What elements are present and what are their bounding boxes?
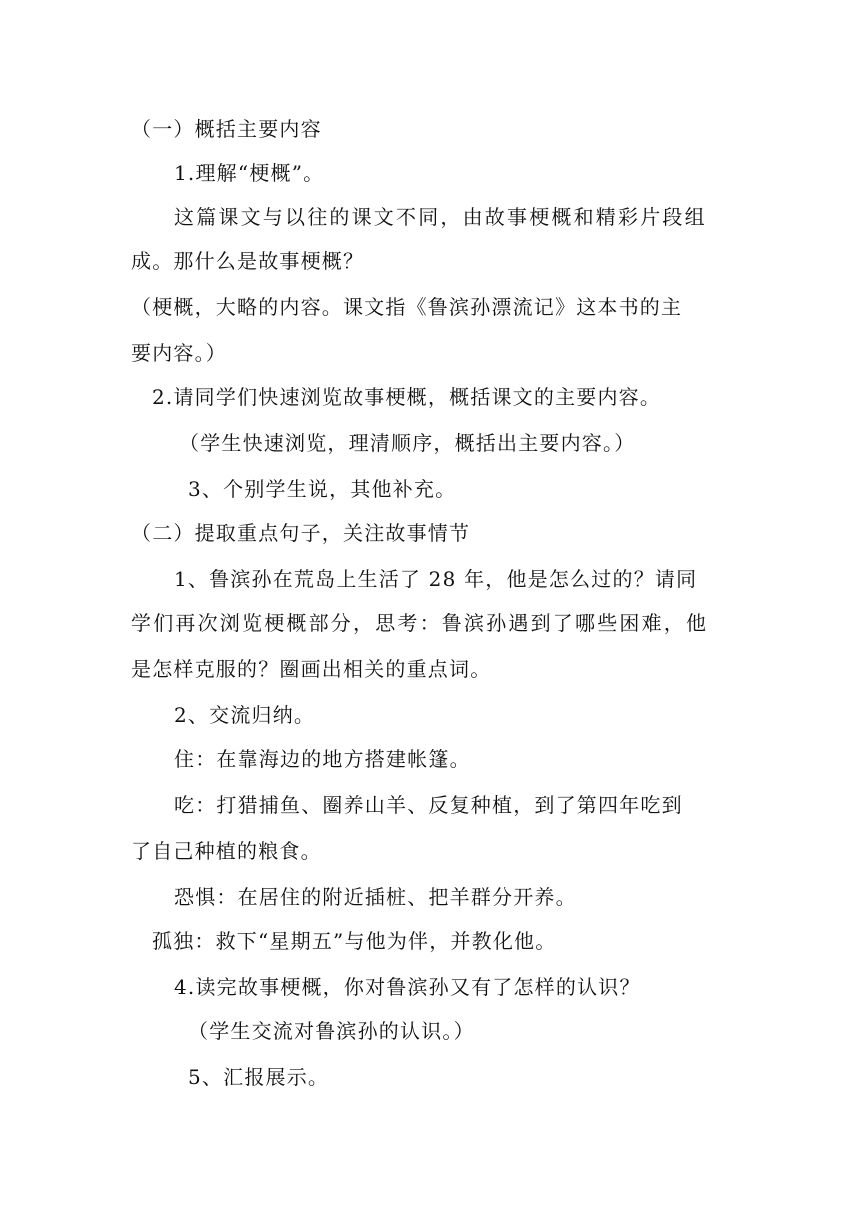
paragraph-line: 成。那什么是故事梗概？ <box>131 249 365 273</box>
paragraph-line: 1、鲁滨孙在荒岛上生活了 28 年，他是怎么过的？请同 <box>174 567 698 591</box>
paragraph-line: 学们再次浏览梗概部分，思考：鲁滨孙遇到了哪些困难，他 <box>131 611 709 635</box>
paragraph-line: 恐惧：在居住的附近插桩、把羊群分开养。 <box>174 885 577 909</box>
paragraph-line: 住：在靠海边的地方搭建帐篷。 <box>174 747 471 771</box>
paragraph-line: （梗概，大略的内容。课文指《鲁滨孙漂流记》这本书的主 <box>131 295 683 319</box>
paragraph-line: 4.读完故事梗概，你对鲁滨孙又有了怎样的认识？ <box>174 975 641 999</box>
paragraph-line: 是怎样克服的？圈画出相关的重点词。 <box>131 657 492 681</box>
paragraph-line: 孤独：救下“星期五”与他为伴，并教化他。 <box>152 929 557 953</box>
paragraph-line: 了自己种植的粮食。 <box>131 839 322 863</box>
paragraph-line: 要内容。） <box>131 341 227 365</box>
paragraph-line: 2、交流归纳。 <box>174 703 316 727</box>
paragraph-line: 这篇课文与以往的课文不同，由故事梗概和精彩片段组 <box>174 205 707 229</box>
paragraph-line: 吃：打猎捕鱼、圈养山羊、反复种植，到了第四年吃到 <box>174 793 683 817</box>
paragraph-line: 1.理解“梗概”。 <box>174 161 325 185</box>
paragraph-line: 3、个别学生说，其他补充。 <box>188 477 457 501</box>
paragraph-line: 5、汇报展示。 <box>188 1065 330 1089</box>
paragraph-line: 2.请同学们快速浏览故事梗概，概括课文的主要内容。 <box>152 385 662 409</box>
paragraph-line: （学生快速浏览，理清顺序，概括出主要内容。） <box>179 431 636 455</box>
paragraph-line: （学生交流对鲁滨孙的认识。） <box>188 1019 475 1043</box>
section-heading-1: （一）概括主要内容 <box>131 117 322 141</box>
section-heading-2: （二）提取重点句子，关注故事情节 <box>131 521 471 545</box>
